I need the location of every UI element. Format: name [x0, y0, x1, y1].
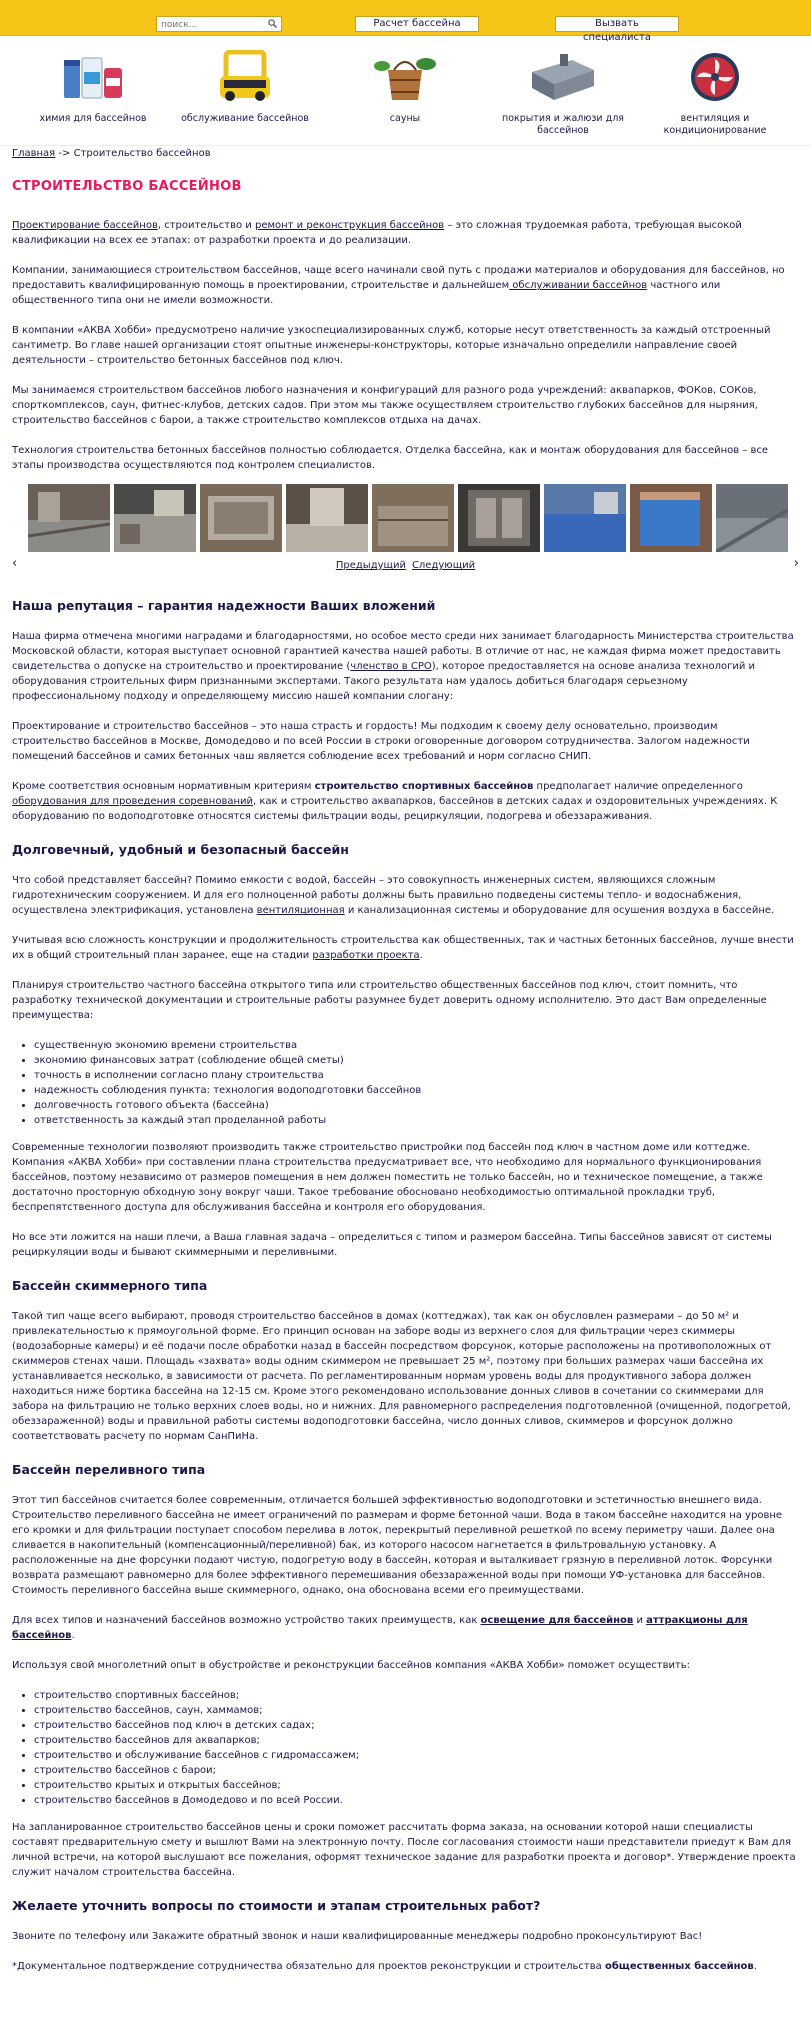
- call-specialist-button[interactable]: Вызвать специалиста: [555, 16, 679, 32]
- list-item: • строительство крытых и открытых бассейнов;: [34, 1778, 798, 1793]
- public-pools-bold: общественных бассейнов: [604, 1961, 754, 1972]
- durable-paragraph: Что собой представляет бассейн? Помимо емкости с водой, бассейн – это совокупность инженерных систем, являющихся сложным гидротехническим сооружением. И для его полноценной работы должны быть правильно подведены системы тепло- и водоснабжения, осуществлена электрификация, установлена вентиляционная и канализационная системы и оборудование для осушения воздуха в бассейне.: [12, 875, 775, 916]
- intro-paragraph: Проектирование бассейнов, строительство и ремонт и реконструкция бассейнов – это сложная трудоемкая работа, требующая высокой квалификации на всех ее этапах: от разработки проекта и до реализации.: [12, 220, 742, 246]
- gallery-thumb[interactable]: [716, 484, 788, 552]
- gallery-prev-arrow[interactable]: ‹: [12, 556, 18, 571]
- section-heading-skimmer: Бассейн скиммерного типа: [12, 1278, 208, 1293]
- section-heading-durable: Долговечный, удобный и безопасный бассейн: [12, 842, 349, 857]
- skimmer-paragraph: Такой тип чаще всего выбирают, проводя строительство бассейнов в домах (коттеджах), так как он обусловлен размерами – до 50 м² и привлекательностью к прямоугольной форме. Его принцип основан на заборе воды из верхнего слоя для фильтрации через скиммеры (водозаборные камеры) и её подачи после обработки назад в бассейн посредством форсунок, которые расположены на противоположных от скиммеров стенах чаши. Площадь «захвата» воды одним скиммером не превышает 25 м², поэтому при больших размерах чаши бассейна их устанавливается несколько, в зависимости от расчета. По регламентированным нормам уровень воды для продуктивного забора должен находиться ниже бортика бассейна на 12-15 см. Кроме этого рекомендовано использование донных сливов в сочетании со скиммерами для забора на фильтрацию не только верхних слоев воды, но и нижних. Для равномерного распределения подготовленной (очищенной, подогретой, обеззараженной) воды и правильной работы системы водоподготовки бассейна, число донных сливов, скиммеров и форсунок должно соответствовать расчету по нормам СанПиНа.: [12, 1311, 791, 1442]
- ventilation-fan-icon: [678, 50, 752, 104]
- chemistry-icon: [56, 50, 130, 104]
- footnote: *Документальное подтверждение сотрудничества обязательно для проектов реконструкции и строительства общественных бассейнов.: [12, 1961, 757, 1972]
- list-item: • экономию финансовых затрат (соблюдение общей сметы): [34, 1053, 798, 1068]
- pool-robot-icon: [208, 50, 282, 104]
- gallery-thumb[interactable]: [200, 484, 282, 552]
- category-nav: [0, 36, 811, 146]
- breadcrumb: Главная -> Строительство бассейнов: [12, 148, 211, 159]
- list-item: • строительство спортивных бассейнов;: [34, 1688, 798, 1703]
- top-bar: [0, 0, 811, 43]
- sro-membership-link[interactable]: членство в СРО: [350, 661, 432, 672]
- overflow-paragraph: На запланированное строительство бассейнов цены и сроки поможет рассчитать форма заказа, на основании которой наши специалисты составят предварительную смету и вышлют Вами на электронную почту. После согласования стоимости наши представители приедут к Вам для личной встречи, на которой выслушают все пожелания, оформят техническое задание для разработки проекта и договор*. Утверждение проекта служит началом строительства бассейна.: [12, 1822, 796, 1878]
- intro-paragraph: Мы занимаемся строительством бассейнов любого назначения и конфигураций для разного рода учреждений: аквапарков, ФОКов, СОКов, спорткомплексов, саун, фитнес-клубов, детских садов. При этом мы также осуществляем строительство глубоких бассейнов для ныряния, строительство бассейнов с барои, а также строительство комплексов отдыха на дачах.: [12, 385, 758, 426]
- durable-paragraph: Но все эти ложится на наши плечи, а Ваша главная задача – определиться с типом и размером бассейна. Типы бассейнов зависят от системы рециркуляции воды и бывают скиммерными и переливными.: [12, 1232, 772, 1258]
- section-heading-questions: Желаете уточнить вопросы по стоимости и этапам строительных работ?: [12, 1898, 541, 1913]
- photo-gallery: [0, 484, 811, 580]
- gallery-prev-link[interactable]: Предыдущий: [335, 560, 406, 571]
- pool-attractions-link[interactable]: аттракционы для бассейнов: [12, 1615, 748, 1641]
- category-label: сауны: [389, 113, 421, 124]
- section-heading-overflow: Бассейн переливного типа: [12, 1462, 206, 1477]
- reputation-paragraph: Наша фирма отмечена многими наградами и благодарностями, но особое место среди них занимает благодарность Министерства строительства Московской области, которая выступает основной гарантией качества нашей работы. В отличие от нас, не каждая фирма может предоставить свидетельства о допуске на строительство и проектирование (членство в СРО), которое предоставляется на основе анализа технологий и оборудования строительных фирм признанными экспертами. Такого результата нам удалось добиться благодаря серьезному профессиональному подходу и определяющему миссию нашей компании слогану:: [12, 631, 794, 702]
- breadcrumb-current: Строительство бассейнов: [73, 148, 211, 159]
- pool-lighting-link[interactable]: освещение для бассейнов: [480, 1615, 634, 1626]
- category-label: химия для бассейнов: [39, 113, 147, 124]
- main-content: [12, 146, 798, 1989]
- advantages-list: [12, 1038, 798, 1128]
- list-item: • надежность соблюдения пункта: технология водоподготовки бассейнов: [34, 1083, 798, 1098]
- list-item: • строительство бассейнов для аквапарков;: [34, 1733, 798, 1748]
- gallery-next-arrow[interactable]: ›: [793, 556, 799, 571]
- category-ventilation[interactable]: [650, 50, 780, 137]
- services-list: [12, 1688, 798, 1808]
- category-covers[interactable]: [498, 50, 628, 137]
- category-label: вентиляция и кондиционирование: [663, 113, 767, 136]
- design-pools-link[interactable]: Проектирование бассейнов: [12, 220, 158, 231]
- category-saunas[interactable]: [340, 50, 470, 125]
- durable-paragraph: Современные технологии позволяют производить также строительство пристройки под бассейн под ключ в частном доме или коттедже. Компания «АКВА Хобби» при составлении плана строительства предусматривает все, что необходимо для нормального функционирования бассейнов, поэтому независимо от размеров помещения в нем должен поместить не только бассейн, но и техническое помещение, а также достаточно просторную обходную зону вокруг чаши. Такое требование обосновано необходимостью оптимальной прокладки труб, беспрепятственного доступа для обслуживания бассейна и контроля его оборудования.: [12, 1142, 763, 1213]
- list-item: • долговечность готового объекта (бассейна): [34, 1098, 798, 1113]
- gallery-thumb[interactable]: [630, 484, 712, 552]
- durable-paragraph: Планируя строительство частного бассейна открытого типа или строительство общественных бассейнов под ключ, стоит помнить, что разработку технической документации и строительные работы разумнее будет доверить одному исполнителю. Это даст Вам определенные преимущества:: [12, 980, 767, 1021]
- intro-paragraph: Технология строительства бетонных бассейнов полностью соблюдается. Отделка бассейна, как и монтаж оборудования для бассейнов – все этапы производства осуществляются под контролем специалистов.: [12, 445, 769, 471]
- gallery-nav: [0, 558, 811, 573]
- list-item: • строительство бассейнов с барои;: [34, 1763, 798, 1778]
- sauna-bucket-icon: [368, 50, 442, 104]
- search-icon[interactable]: [268, 19, 277, 28]
- gallery-thumbs: [28, 484, 788, 552]
- overflow-paragraph: Для всех типов и назначений бассейнов возможно устройство таких преимуществ, как освещение для бассейнов и аттракционы для бассейнов.: [12, 1615, 748, 1641]
- list-item: • строительство и обслуживание бассейнов с гидромассажем;: [34, 1748, 798, 1763]
- intro-paragraph: Компании, занимающиеся строительством бассейнов, чаще всего начинали свой путь с продажи материалов и оборудования для бассейнов, но предоставить квалифицированную помощь в проектировании, строительстве и дальнейшем обслуживании бассейнов частного или общественного типа они не имели возможности.: [12, 265, 785, 306]
- section-heading-reputation: Наша репутация – гарантия надежности Ваших вложений: [12, 598, 436, 613]
- repair-pools-link[interactable]: ремонт и реконструкция бассейнов: [254, 220, 445, 231]
- list-item: • точность в исполнении согласно плану строительства: [34, 1068, 798, 1083]
- gallery-thumb[interactable]: [28, 484, 110, 552]
- questions-paragraph: Звоните по телефону или Закажите обратный звонок и наши квалифицированные менеджеры подробно проконсультируют Вас!: [12, 1931, 703, 1942]
- gallery-thumb[interactable]: [458, 484, 540, 552]
- list-item: • ответственность за каждый этап проделанной работы: [34, 1113, 798, 1128]
- durable-paragraph: Учитывая всю сложность конструкции и продолжительность строительства как общественных, так и частных бетонных бассейнов, лучше внести их в общий строительный план заранее, еще на стадии разработки проекта.: [12, 935, 794, 961]
- reputation-paragraph: Кроме соответствия основным нормативным критериям строительство спортивных бассейнов предполагает наличие определенного оборудования для проведения соревнований, как и строительство аквапарков, бассейнов в детских садах и оздоровительных учреждениях. К оборудованию по водоподготовке относятся системы фильтрации воды, рециркуляции, подогрева и обеззараживания.: [12, 781, 778, 822]
- calc-pool-button[interactable]: Расчет бассейна: [355, 16, 479, 32]
- list-item: • строительство бассейнов под ключ в детских садах;: [34, 1718, 798, 1733]
- project-development-link[interactable]: разработки проекта: [312, 950, 420, 961]
- competition-equipment-link[interactable]: оборудования для проведения соревнований: [12, 796, 254, 807]
- search-box: [156, 16, 282, 32]
- sport-pools-bold: строительство спортивных бассейнов: [314, 781, 534, 792]
- breadcrumb-home-link[interactable]: Главная: [12, 148, 56, 159]
- pool-service-link[interactable]: обслуживании бассейнов: [509, 280, 648, 291]
- page-title: СТРОИТЕЛЬСТВО БАССЕЙНОВ: [12, 179, 242, 194]
- gallery-thumb[interactable]: [114, 484, 196, 552]
- intro-paragraph: В компании «АКВА Хобби» предусмотрено наличие узкоспециализированных служб, которые несут ответственность за каждый отстроенный сантиметр. Во главе нашей организации стоят опытные инженеры-конструкторы, которые изначально определили направление своей деятельности – строительство бетонных бассейнов под ключ.: [12, 325, 771, 366]
- list-item: • существенную экономию времени строительства: [34, 1038, 798, 1053]
- ventilation-link[interactable]: вентиляционная: [256, 905, 345, 916]
- overflow-paragraph: Используя свой многолетний опыт в обустройстве и реконструкции бассейнов компания «АКВА Хобби» поможет осуществить:: [12, 1660, 691, 1671]
- category-label: обслуживание бассейнов: [181, 113, 309, 124]
- gallery-thumb[interactable]: [372, 484, 454, 552]
- search-input[interactable]: [157, 18, 261, 32]
- list-item: • строительство бассейнов, саун, хаммамов;: [34, 1703, 798, 1718]
- gallery-thumb[interactable]: [286, 484, 368, 552]
- overflow-paragraph: Этот тип бассейнов считается более современным, отличается большей эффективностью водоподготовки и эстетичностью внешнего вида. Строительство переливного бассейна не имеет ограничений по размерам и форме бетонной чаши. Вода в таком бассейне находится на уровне его кромки и для фильтрации поступает способом перелива в лоток, перекрытый переливной решеткой по всему периметру чаши. Далее она сливается в накопительный (компенсационный/переливной) бак, из которого насосом нагнетается в фильтровальную установку. А расположенные на дне форсунки подают чистую, подогретую воду в бассейн, которая и выталкивает грязную в переливной лоток. Форсунки возврата размещают равномерно для более эффективного перемешивания обеззараженной воды при помощи УФ-установка для бассейнов. Стоимость переливного бассейна выше скиммерного, однако, она обоснована всеми его преимуществами.: [12, 1495, 783, 1596]
- pool-cover-icon: [526, 50, 600, 104]
- gallery-next-link[interactable]: Следующий: [411, 560, 476, 571]
- reputation-paragraph: Проектирование и строительство бассейнов – это наша страсть и гордость! Мы подходим к своему делу основательно, производим строительство бассейнов в Москве, Домодедово и по всей России в строки оговоренные договором сотрудничества. Залогом надежности помещений бассейнов и самих бетонных чаш является соблюдение всех требований и норм согласно СНИП.: [12, 721, 750, 762]
- list-item: • строительство бассейнов в Домодедово и по всей России.: [34, 1793, 798, 1808]
- gallery-thumb[interactable]: [544, 484, 626, 552]
- category-label: покрытия и жалюзи для бассейнов: [502, 113, 624, 136]
- category-service[interactable]: [180, 50, 310, 125]
- category-chemistry[interactable]: [28, 50, 158, 125]
